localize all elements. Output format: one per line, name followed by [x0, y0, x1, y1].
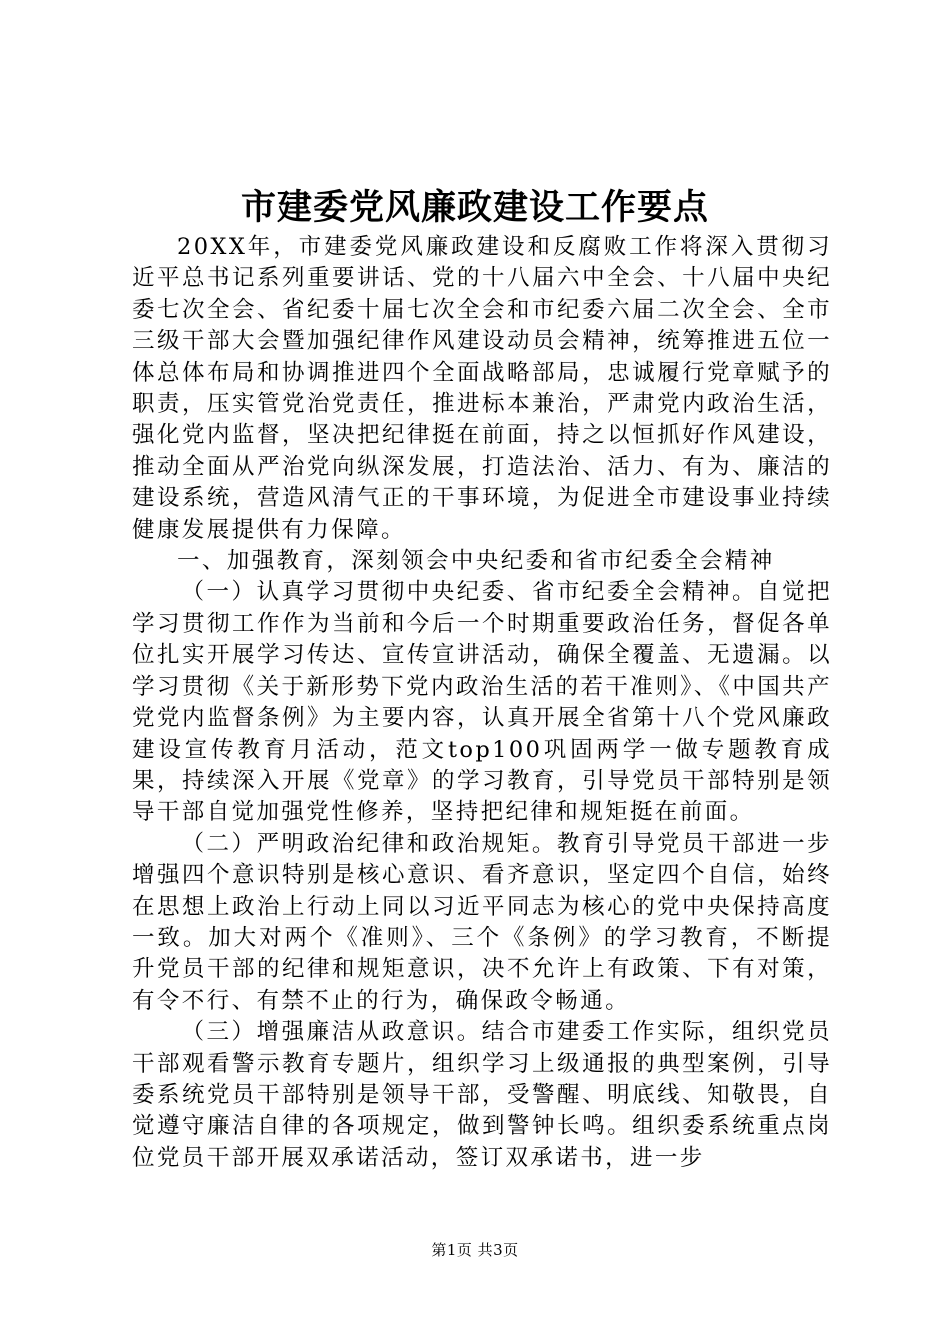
subsection-paragraph-3: （三）增强廉洁从政意识。结合市建委工作实际，组织党员干部观看警示教育专题片，组织学习上级通报的典型案例，引导委系统党员干部特别是领导干部，受警醒、明底线、知敬畏，自觉遵守廉洁自律的各项规定，做到警钟长鸣。组织委系统重点岗位党员干部开展双承诺活动，签订双承诺书，进一步 — [132, 1019, 832, 1171]
intro-paragraph: 20XX年，市建委党风廉政建设和反腐败工作将深入贯彻习近平总书记系列重要讲话、党的十八届六中全会、十八届中央纪委七次全会、省纪委十届七次全会和市纪委六届二次全会、全市三级干部大会暨加强纪律作风建设动员会精神，统筹推进五位一体总体布局和协调推进四个全面战略部局，忠诚履行党章赋予的职责，压实管党治党责任，推进标本兼治，严肃党内政治生活，强化党内监督，坚决把纪律挺在前面，持之以恒抓好作风建设，推动全面从严治党向纵深发展，打造法治、活力、有为、廉洁的建设系统，营造风清气正的干事环境，为促进全市建设事业持续健康发展提供有力保障。 — [132, 234, 832, 543]
subsection-paragraph-1: （一）认真学习贯彻中央纪委、省市纪委全会精神。自觉把学习贯彻工作作为当前和今后一个时期重要政治任务，督促各单位扎实开展学习传达、宣传宣讲活动，确保全覆盖、无遗漏。以学习贯彻《关于新形势下党内政治生活的若干准则》、《中国共产党党内监督条例》为主要内容，认真开展全省第十八个党风廉政建设宣传教育月活动，范文top100巩固两学一做专题教育成果，持续深入开展《党章》的学习教育，引导党员干部特别是领导干部自觉加强党性修养，坚持把纪律和规矩挺在前面。 — [132, 579, 832, 826]
page-number-footer: 第1页 共3页 — [431, 1241, 519, 1259]
section-heading-1: 一、加强教育，深刻领会中央纪委和省市纪委全会精神 — [177, 548, 775, 575]
document-title: 市建委党风廉政建设工作要点 — [240, 187, 709, 228]
document-body — [132, 232, 832, 1174]
subsection-paragraph-2: （二）严明政治纪律和政治规矩。教育引导党员干部进一步增强四个意识特别是核心意识、看齐意识，坚定四个自信，始终在思想上政治上行动上同以习近平同志为核心的党中央保持高度一致。加大对两个《准则》、三个《条例》的学习教育，不断提升党员干部的纪律和规矩意识，决不允许上有政策、下有对策，有令不行、有禁不止的行为，确保政令畅通。 — [132, 830, 832, 1014]
